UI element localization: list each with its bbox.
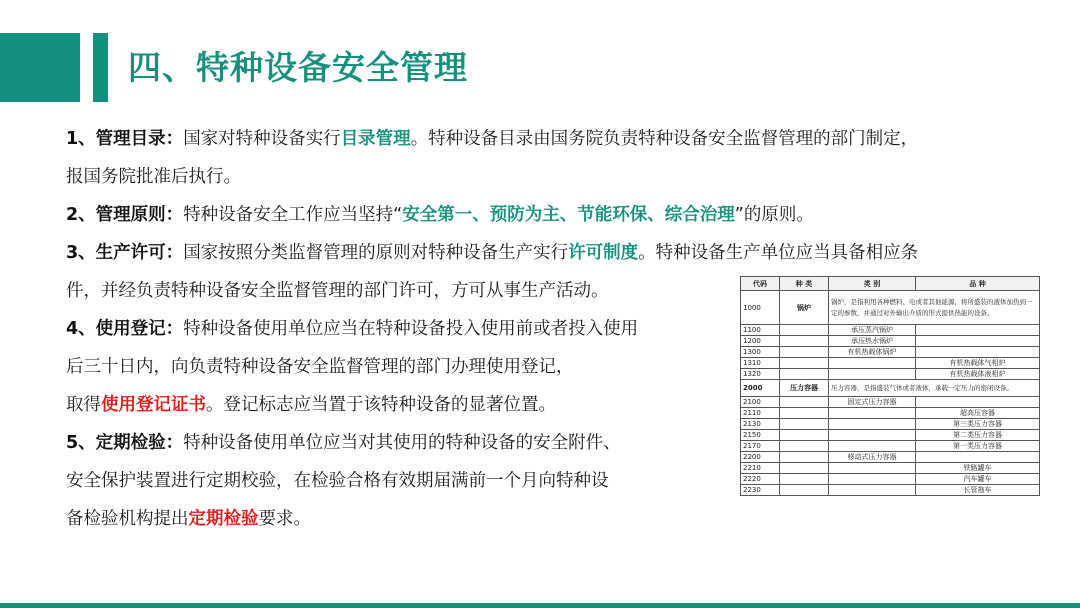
table-row: 2230 长管拖车	[741, 485, 1040, 496]
header-category: 类 别	[829, 277, 916, 291]
title-accent-bar-narrow	[93, 33, 108, 102]
table-row: 1300 有机热载体锅炉	[741, 347, 1040, 358]
table-row: 1000 锅炉 锅炉，是指利用各种燃料、电或者其他能源，将所盛装的液体加热到一定的参数，并通过对外输出介质的形式提供热能的设备。	[741, 291, 1040, 325]
item-1-line-1: 1、管理目录：国家对特种设备实行目录管理。特种设备目录由国务院负责特种设备安全监督管理的部门制定，	[66, 129, 919, 149]
highlight-term: 安全第一、预防为主、节能环保、综合治理	[402, 205, 735, 225]
table-row: 2130 第三类压力容器	[741, 419, 1040, 430]
header-variety: 品 种	[916, 277, 1040, 291]
highlight-term: 许可制度	[568, 243, 639, 263]
table-row: 1100 承压蒸汽锅炉	[741, 325, 1040, 336]
table-row: 2170 第一类压力容器	[741, 441, 1040, 452]
item-label: 5、定期检验：	[66, 433, 184, 453]
table-row: 1320 有机热载体液相炉	[741, 369, 1040, 380]
table-row: 2200 移动式压力容器	[741, 452, 1040, 463]
item-4-line-3: 取得使用登记证书。登记标志应当置于该特种设备的显著位置。	[66, 395, 556, 415]
table-row: 1310 有机热载体气相炉	[741, 358, 1040, 369]
title-accent-bar-wide	[0, 33, 80, 102]
page-title: 四、特种设备安全管理	[128, 48, 468, 87]
footer-accent-line	[0, 603, 1080, 608]
item-5-line-3: 备检验机构提出定期检验要求。	[66, 509, 311, 529]
item-label: 1、管理目录：	[66, 129, 184, 149]
table-header-row	[741, 277, 1040, 291]
equipment-catalog-table	[740, 276, 1040, 496]
table-row: 2100 固定式压力容器	[741, 397, 1040, 408]
header-code: 代码	[741, 277, 780, 291]
table-row: 2220 汽车罐车	[741, 474, 1040, 485]
item-1-line-2: 报国务院批准后执行。	[66, 167, 241, 187]
item-5-line-2: 安全保护装置进行定期校验，在检验合格有效期届满前一个月向特种设	[66, 471, 609, 491]
item-label: 4、使用登记：	[66, 319, 184, 339]
item-3-line-1: 3、生产许可：国家按照分类监督管理的原则对特种设备生产实行许可制度。特种设备生产单位应当具备相应条	[66, 243, 919, 263]
item-4-line-2: 后三十日内，向负责特种设备安全监督管理的部门办理使用登记，	[66, 357, 574, 377]
table-row: 2150 第二类压力容器	[741, 430, 1040, 441]
highlight-term-red: 定期检验	[188, 509, 259, 529]
item-2-line-1: 2、管理原则：特种设备安全工作应当坚持“安全第一、预防为主、节能环保、综合治理”的原则。	[66, 205, 814, 225]
table-row: 2110 超高压容器	[741, 408, 1040, 419]
table-row: 1200 承压热水锅炉	[741, 336, 1040, 347]
item-5-line-1: 5、定期检验：特种设备使用单位应当对其使用的特种设备的安全附件、	[66, 433, 621, 453]
table-row: 2000 压力容器 压力容器，是指盛装气体或者液体，承载一定压力的密闭设备。	[741, 380, 1040, 397]
header-type: 种 类	[780, 277, 829, 291]
item-label: 2、管理原则：	[66, 205, 184, 225]
table-row: 2210 铁路罐车	[741, 463, 1040, 474]
item-3-line-2: 件，并经负责特种设备安全监督管理的部门许可，方可从事生产活动。	[66, 281, 609, 301]
highlight-term: 目录管理	[340, 129, 411, 149]
item-4-line-1: 4、使用登记：特种设备使用单位应当在特种设备投入使用前或者投入使用	[66, 319, 639, 339]
item-label: 3、生产许可：	[66, 243, 184, 263]
highlight-term-red: 使用登记证书	[101, 395, 206, 415]
